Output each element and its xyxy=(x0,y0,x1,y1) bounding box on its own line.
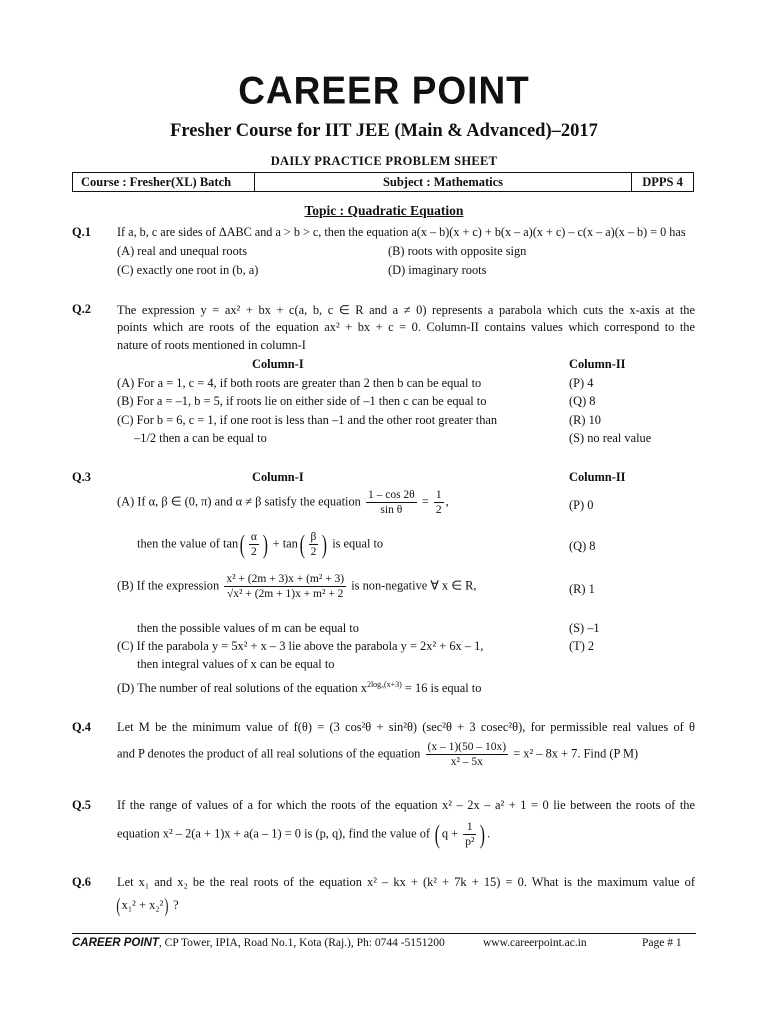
q2-item-c-line2: –1/2 then a can be equal to xyxy=(134,431,267,445)
q1-option-b: (B) roots with opposite sign xyxy=(388,244,527,258)
q3-a-half: $\frac{1}{2}$ xyxy=(435,489,442,516)
q2-answer-s: (S) no real value xyxy=(569,431,652,445)
q3-answer-p: (P) 0 xyxy=(569,498,594,512)
q2-answer-q: (Q) 8 xyxy=(569,394,596,408)
q2-answer-p: (P) 4 xyxy=(569,376,594,390)
q2-line1: The expression y = ax² + bx + c(a, b, c ∈ R and a ≠ 0) represents a parabola which cuts the x-axis at the xyxy=(117,303,695,317)
q2-item-a: (A) For a = 1, c = 4, if both roots are greater than 2 then b can be equal to xyxy=(117,376,482,390)
q3-item-b-line2: then the possible values of m can be equal to xyxy=(137,621,359,635)
q3-answer-r: (R) 1 xyxy=(569,582,595,596)
footer-logo: CAREER POINT xyxy=(72,937,159,949)
footer-website[interactable]: www.careerpoint.ac.in xyxy=(483,937,587,949)
q2-line3: nature of roots mentioned in column-I xyxy=(117,338,306,352)
q3-a-fraction: $\frac{1 - \cos 2\theta}{\text{sin θ}}$ xyxy=(367,489,415,516)
course-subtitle: Fresher Course for IIT JEE (Main & Advanced)–2017 xyxy=(170,121,598,141)
q6-line2: (x₁² + x₂²) ? xyxy=(116,895,179,917)
q2-line2: points which are roots of the equation ax² + bx + c = 0. Column-II contains values which correspond to the xyxy=(117,320,695,334)
q5-line1: If the range of values of a for which the roots of the equation x² – 2x – a² + 1 = 0 lie between the roots of the xyxy=(117,798,695,812)
q4-line2: and P denotes the product of all real solutions of the equation $\frac{(x - 1)(50 - 10x)}{\text{x² – 5x}}$ = x² – 8x + 7. Find (P M) xyxy=(117,741,639,768)
q5-number: Q.5 xyxy=(72,798,91,812)
q2-column1-heading: Column-I xyxy=(252,357,304,371)
q3-answer-q: (Q) 8 xyxy=(569,539,596,553)
q2-item-c-line1: (C) For b = 6, c = 1, if one root is less than –1 and the other root greater than xyxy=(117,413,498,427)
q3-item-a: (A) If α, β ∈ (0, π) and α ≠ β satisfy the equation $\frac{1 - \cos 2\theta}{\text{sin θ}}$ = $\frac{1}{2}$ , xyxy=(117,489,449,516)
q3-b-fraction: $\frac{\text{x² + (2m + 3)x + (m² + 3)}}{\text{√x² + (2m + 1)x + m² + 2}}$ xyxy=(226,573,345,600)
sheet-title: DAILY PRACTICE PROBLEM SHEET xyxy=(270,154,498,168)
q1-option-d: (D) imaginary roots xyxy=(388,263,487,277)
q2-answer-r: (R) 10 xyxy=(569,413,602,427)
topic-heading: Topic : Quadratic Equation xyxy=(304,203,464,218)
q4-line1: Let M be the minimum value of f(θ) = (3 cos²θ + sin²θ) (sec²θ + 3 cosec²θ), for permissible real values of θ xyxy=(117,720,695,734)
q4-number: Q.4 xyxy=(72,720,91,734)
q1-text: If a, b, c are sides of ΔABC and a > b > c, then the equation a(x – b)(x + c) + b(x – a)(x + c) – c(x – a)(x – b) = 0 has xyxy=(117,225,686,239)
q4-fraction: $\frac{(x - 1)(50 - 10x)}{\text{x² – 5x}}$ xyxy=(427,741,507,768)
q1-option-c: (C) exactly one root in (b, a) xyxy=(117,263,259,277)
q3-item-c-line2: then integral values of x can be equal to xyxy=(137,657,335,671)
q3-item-a-line2: then the value of tan( $\frac{\alpha}{2}$ ) + tan( $\frac{\beta}{2}$ ) is equal to xyxy=(137,529,384,559)
q1-number: Q.1 xyxy=(72,225,91,239)
q2-number: Q.2 xyxy=(72,302,91,316)
q2-column2-heading: Column-II xyxy=(569,357,626,371)
q1-option-a: (A) real and unequal roots xyxy=(117,244,248,258)
subject-cell: Subject : Mathematics xyxy=(255,173,632,192)
q3-column1-heading: Column-I xyxy=(252,470,304,484)
q3-column2-heading: Column-II xyxy=(569,470,626,484)
page-number: Page # 1 xyxy=(642,937,682,949)
footer-address: CAREER POINT, CP Tower, IPIA, Road No.1, Kota (Raj.), Ph: 0744 -5151200 xyxy=(72,937,445,949)
course-cell: Course : Fresher(XL) Batch xyxy=(73,173,255,192)
course-info-table xyxy=(72,172,694,192)
q3-number: Q.3 xyxy=(72,470,91,484)
footer-divider xyxy=(72,933,696,934)
q3-item-c-line1: (C) If the parabola y = 5x² + x – 3 lie above the parabola y = 2x² + 6x – 1, xyxy=(117,639,484,653)
career-point-logo: CAREER POINT xyxy=(238,68,530,112)
q5-line2: equation x² – 2(a + 1)x + a(a – 1) = 0 is (p, q), find the value of ( q + $\frac{1}{\text{p²}}$ ) . xyxy=(117,819,491,849)
dpps-cell: DPPS 4 xyxy=(632,173,694,192)
q3-item-b: (B) If the expression $\frac{\text{x² + (2m + 3)x + (m² + 3)}}{\text{√x² + (2m + 1)x + m² + 2}}$ is non-negative ∀ x ∈ R, xyxy=(117,573,477,600)
q6-number: Q.6 xyxy=(72,875,91,889)
q6-line1: Let x₁ and x₂ be the real roots of the equation x² – kx + (k² + 7k + 15) = 0. What is the maximum value of xyxy=(117,875,695,889)
q3-item-d: (D) The number of real solutions of the equation $x^{2log_4(x+3)} = 16$ is equal to xyxy=(117,680,482,696)
q3-answer-s: (S) –1 xyxy=(569,621,600,635)
q3-answer-t: (T) 2 xyxy=(569,639,595,653)
q2-item-b: (B) For a = –1, b = 5, if roots lie on either side of –1 then c can be equal to xyxy=(117,394,487,408)
